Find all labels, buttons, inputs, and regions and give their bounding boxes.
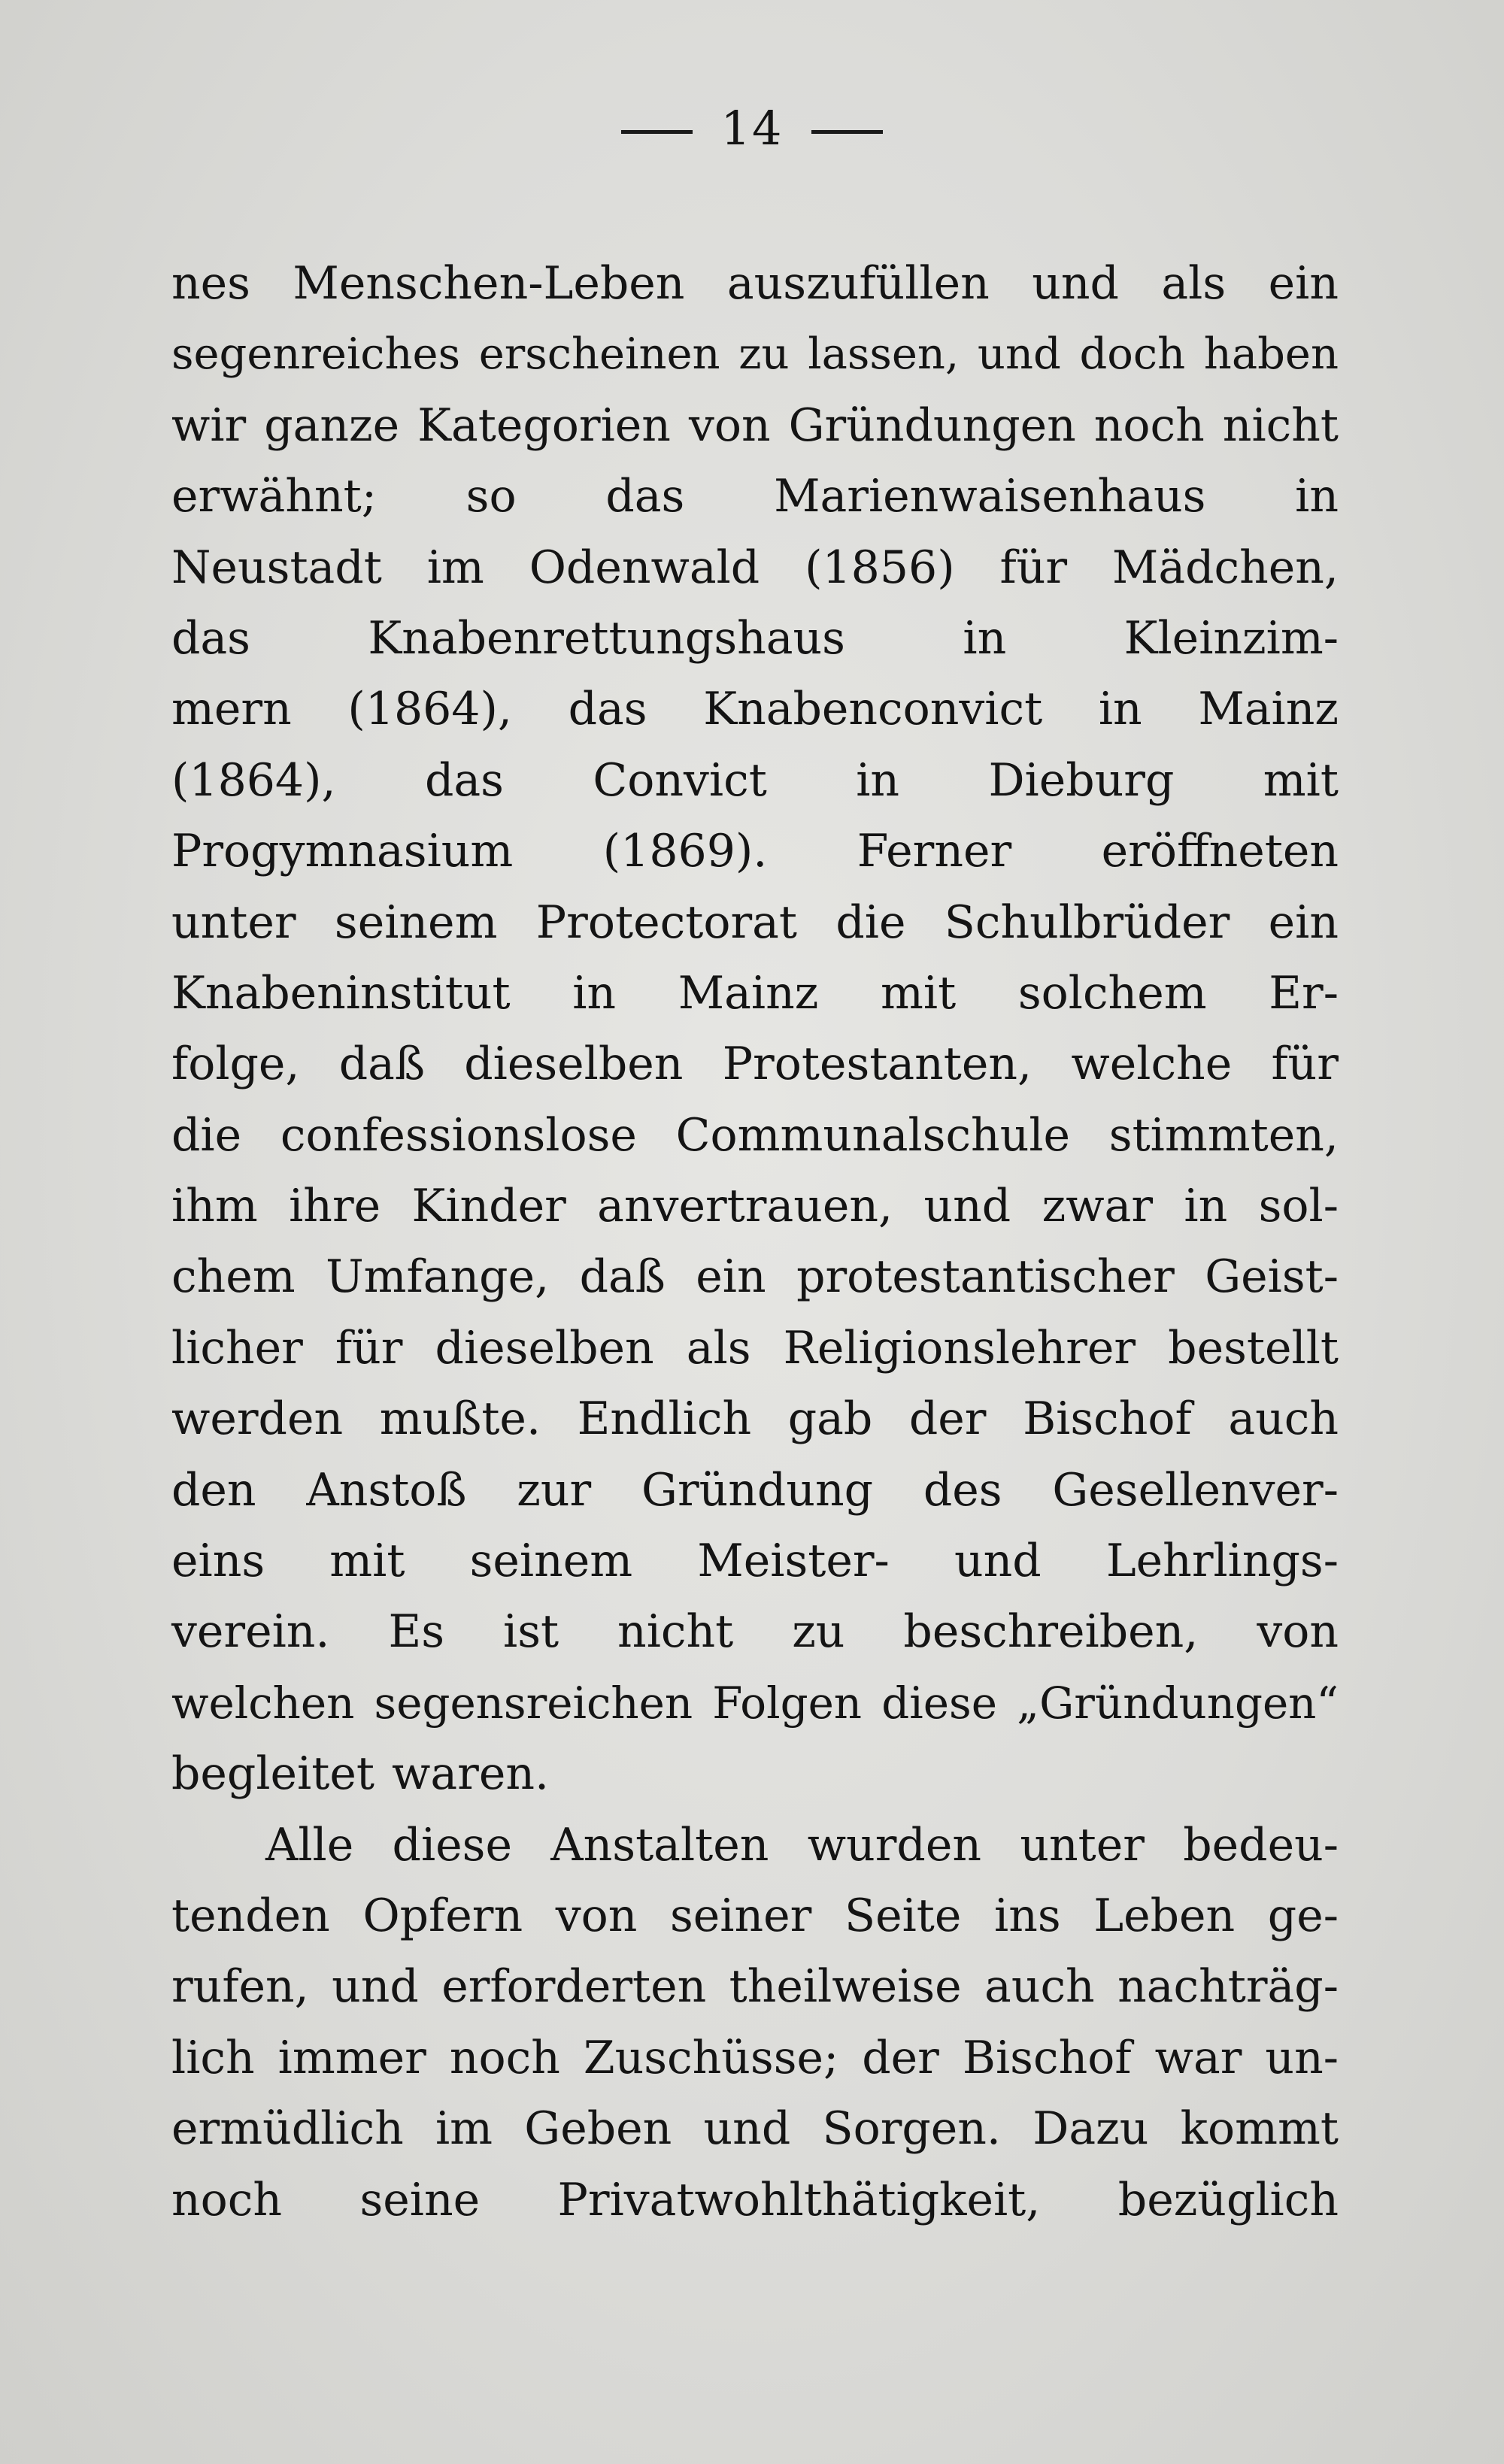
- text-line: mern (1864), das Knabenconvict in Mainz: [171, 683, 1339, 736]
- header-dash-left: [621, 130, 693, 134]
- paragraph-2: [171, 1810, 1339, 2235]
- text-line: den Anstoß zur Gründung des Gesellenver-: [171, 1463, 1339, 1517]
- header-dash-right: [811, 130, 883, 134]
- text-line: lich immer noch Zuschüsse; der Bischof war un-: [171, 2031, 1339, 2084]
- text-line: ermüdlich im Geben und Sorgen. Dazu kommt: [171, 2102, 1339, 2156]
- text-line: werden mußte. Endlich gab der Bischof auch: [171, 1393, 1339, 1446]
- text-line: ihm ihre Kinder anvertrauen, und zwar in sol-: [171, 1180, 1339, 1233]
- text-line: segenreiches erscheinen zu lassen, und doch haben: [171, 329, 1339, 380]
- text-line: begleitet waren.: [171, 1747, 550, 1801]
- text-line: Progymnasium (1869). Ferner eröffneten: [171, 825, 1339, 878]
- text-line: erwähnt; so das Marienwaisenhaus in: [171, 470, 1339, 523]
- text-line: noch seine Privatwohlthätigkeit, bezüglich: [171, 2173, 1339, 2226]
- text-line: unter seinem Protectorat die Schulbrüder ein: [171, 896, 1339, 949]
- text-line: Neustadt im Odenwald (1856) für Mädchen,: [171, 541, 1339, 594]
- text-line: wir ganze Kategorien von Gründungen noch nicht: [171, 399, 1339, 452]
- text-line: das Knabenrettungshaus in Kleinzim-: [171, 611, 1339, 665]
- text-line: (1864), das Convict in Dieburg mit: [171, 753, 1339, 807]
- text-line: folge, daß dieselben Protestanten, welche für: [171, 1038, 1339, 1091]
- text-line: tenden Opfern von seiner Seite ins Leben ge-: [171, 1889, 1339, 1942]
- text-line: Alle diese Anstalten wurden unter bedeu-: [265, 1818, 1339, 1871]
- page-header: [0, 101, 1504, 156]
- text-line: verein. Es ist nicht zu beschreiben, von: [171, 1605, 1339, 1659]
- body-text: [171, 248, 1339, 2235]
- text-line: Knabeninstitut in Mainz mit solchem Er-: [171, 966, 1339, 1020]
- text-line: rufen, und erforderten theilweise auch nachträg-: [171, 1960, 1339, 2014]
- text-line: welchen segensreichen Folgen diese „Gründungen“: [171, 1677, 1339, 1729]
- text-line: licher für dieselben als Religionslehrer bestellt: [171, 1321, 1339, 1374]
- text-line: nes Menschen-Leben auszufüllen und als ein: [171, 257, 1339, 310]
- paragraph-1: [171, 248, 1339, 1810]
- text-line: chem Umfange, daß ein protestantischer Geist-: [171, 1250, 1339, 1304]
- text-line: eins mit seinem Meister- und Lehrlings-: [171, 1535, 1339, 1588]
- page-number: 14: [720, 101, 784, 156]
- text-line: die confessionslose Communalschule stimmten,: [171, 1108, 1339, 1162]
